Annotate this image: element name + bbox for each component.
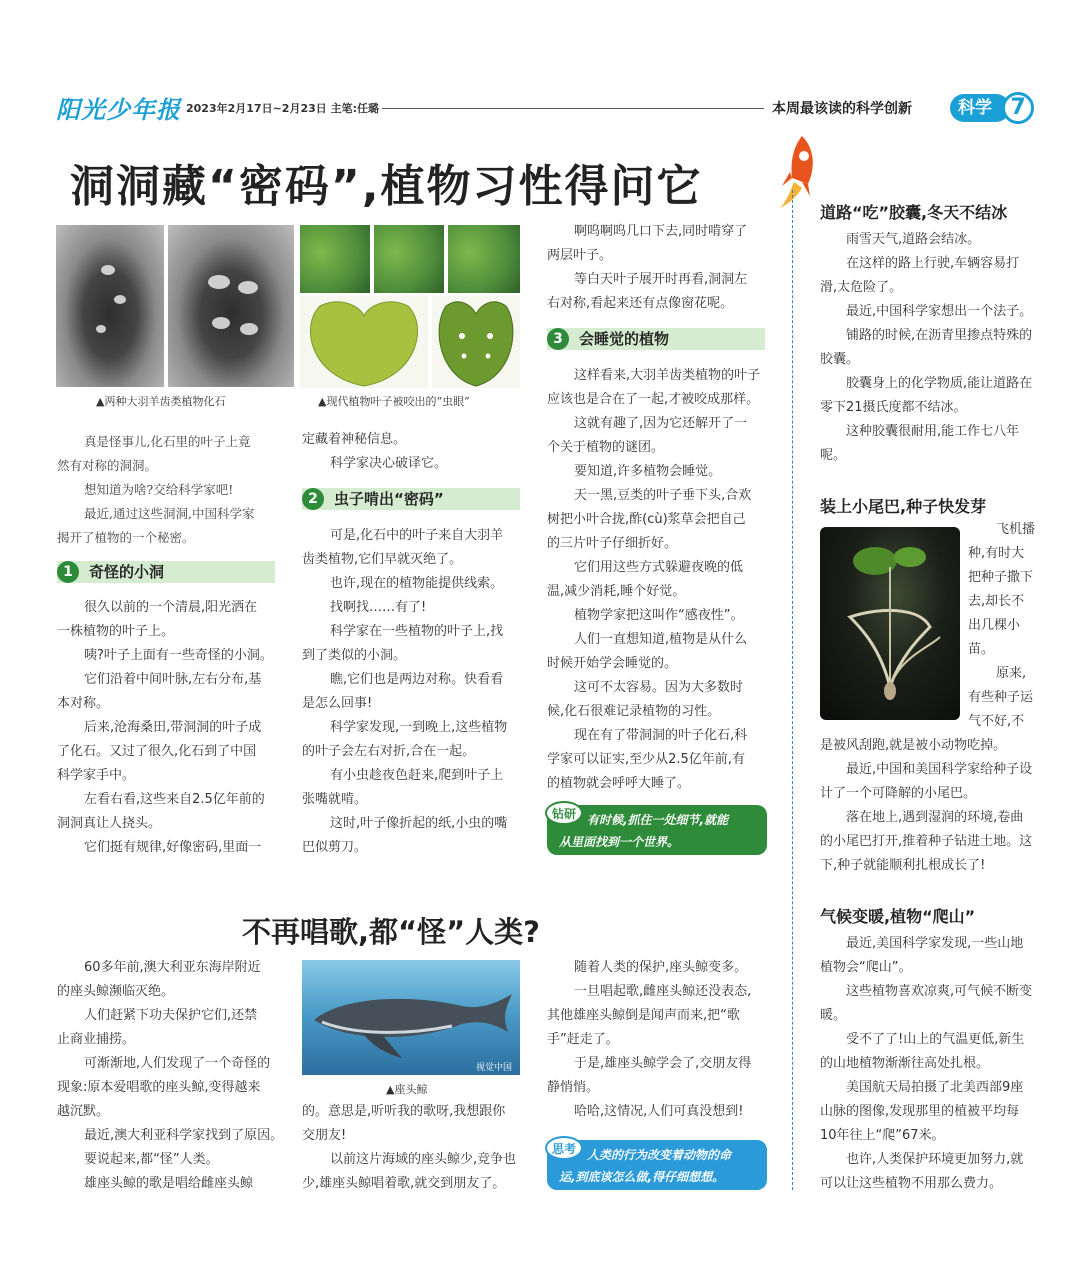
sidebar-line: 山脉的图像,发现那里的植被平均每 (820, 1104, 1020, 1119)
body-line: 要说起来,都“怪”人类。 (84, 1152, 219, 1167)
sidebar-line: 落在地上,遇到湿润的环境,卷曲 (846, 810, 1024, 825)
note-line: 从里面找到一个世界。 (559, 835, 680, 849)
whale-photo (302, 960, 520, 1075)
body-line: 本对称。 (57, 696, 110, 711)
section-tag (950, 92, 1038, 124)
body-line: 巴似剪刀。 (302, 840, 368, 855)
body-line: 可是,化石中的叶子来自大羽羊 (330, 528, 504, 543)
body-line: 一旦唱起歌,雌座头鲸还没表态, (574, 984, 752, 999)
fossil-caption: ▲两种大羽羊齿类植物化石 (96, 395, 226, 408)
sidebar-line: 种,有时大 (968, 546, 1025, 561)
note-line: 人类的行为改变着动物的命 (587, 1148, 732, 1162)
body-line: 以前这片海域的座头鲸少,竞争也 (330, 1152, 517, 1167)
body-line: 了化石。又过了很久,化石到了中国 (57, 744, 257, 759)
study-note-box (547, 805, 767, 855)
body-line: 这时,叶子像折起的纸,小虫的嘴 (330, 816, 508, 831)
body-line: 左看右看,这些来自2.5亿年前的 (84, 792, 265, 807)
body-line: 它们沿着中间叶脉,左右分布,基 (84, 672, 262, 687)
body-line: 等白天叶子展开时再看,洞洞左 (574, 272, 748, 287)
body-line: 最近,澳大利亚科学家找到了原因。 (84, 1128, 284, 1143)
body-line: 的植物就会呼呼大睡了。 (547, 776, 691, 791)
body-line: 这就有趣了,因为它还解开了一 (574, 416, 748, 431)
section-label: 科学 (950, 94, 1010, 122)
sidebar-line: 最近,美国科学家发现,一些山地 (846, 936, 1024, 951)
section-title: 会睡觉的植物 (579, 330, 670, 348)
body-line: 科学家决心破译它。 (330, 456, 448, 471)
body-line: 候,化石很难记录植物的习性。 (547, 704, 721, 719)
sidebar-line: 10年往上“爬”67米。 (820, 1128, 945, 1143)
body-line: 找啊找……有了! (330, 600, 427, 615)
body-line: 植物学家把这叫作“感夜性”。 (574, 608, 744, 623)
newspaper-masthead: 阳光少年报 (56, 96, 181, 124)
sidebar-line: 零下21摄氏度都不结冰。 (820, 400, 967, 415)
body-line: 定藏着神秘信息。 (302, 432, 407, 447)
leaf-photo-5 (432, 296, 520, 388)
intro-line: 想知道为啥?交给科学家吧! (84, 482, 234, 497)
sidebar-line: 暖。 (820, 1008, 847, 1023)
column-divider (792, 190, 793, 1190)
leaf-photo-4 (300, 296, 428, 388)
section-number: 1 (57, 561, 79, 583)
section-number: 2 (302, 488, 324, 510)
sidebar-line: 雨雪天气,道路会结冰。 (846, 232, 981, 247)
body-line: 树把小叶合拢,酢(cù)浆草会把自己 (547, 512, 746, 527)
body-line: 天一黑,豆类的叶子垂下头,合欢 (574, 488, 752, 503)
sidebar-line: 计了一个可降解的小尾巴。 (820, 786, 977, 801)
body-line: 到了类似的小洞。 (302, 648, 407, 663)
sidebar-line: 植物会“爬山”。 (820, 960, 912, 975)
body-line: 其他雄座头鲸倒是闻声而来,把“歌 (547, 1008, 740, 1023)
sidebar-line: 这些植物喜欢凉爽,可气候不断变 (846, 984, 1033, 999)
section-heading-1 (57, 561, 275, 583)
body-line: 可渐渐地,人们发现了一个奇怪的 (84, 1056, 271, 1071)
body-line: 科学家手中。 (57, 768, 136, 783)
sidebar-line: 受不了了!山上的气温更低,新生 (846, 1032, 1025, 1047)
body-line: 后来,沧海桑田,带洞洞的叶子成 (84, 720, 262, 735)
sidebar-line: 滑,太危险了。 (820, 280, 903, 295)
photo-credit: 视觉中国 (476, 1063, 513, 1073)
body-line: 于是,雄座头鲸学会了,交朋友得 (574, 1056, 752, 1071)
body-line: 应该也是合在了一起,才被咬成那样。 (547, 392, 760, 407)
sidebar-headline: 道路“吃”胶囊,冬天不结冰 (820, 203, 1008, 222)
body-line: 哈哈,这情况,人们可真没想到! (574, 1104, 744, 1119)
body-line: 现象:原本爱唱歌的座头鲸,变得越来 (57, 1080, 261, 1095)
think-note-box (547, 1140, 767, 1190)
body-line: 科学家在一些植物的叶子上,找 (330, 624, 504, 639)
body-line: 这样看来,大羽羊齿类植物的叶子 (574, 368, 761, 383)
sidebar-line: 美国航天局拍摄了北美西部9座 (846, 1080, 1024, 1095)
whale-caption: ▲座头鲸 (386, 1083, 428, 1096)
whale-headline: 不再唱歌,都“怪”人类? (242, 915, 540, 949)
body-line: 它们用这些方式躲避夜晚的低 (574, 560, 744, 575)
body-line: 时候开始学会睡觉的。 (547, 656, 678, 671)
seed-photo (820, 527, 960, 720)
fossil-photo-2 (168, 225, 294, 387)
fossil-photo-1 (56, 225, 164, 387)
issue-dateline: 2023年2月17日~2月23日 主笔:任璐 (186, 102, 379, 115)
body-line: 张嘴就啃。 (302, 792, 368, 807)
body-line: 止商业捕捞。 (57, 1032, 136, 1047)
body-line: 静悄悄。 (547, 1080, 600, 1095)
body-line: 的三片叶子仔细折好。 (547, 536, 678, 551)
rocket-icon (772, 132, 822, 212)
sidebar-line: 气不好,不 (968, 714, 1025, 729)
sidebar-line: 胶囊。 (820, 352, 860, 367)
page-tagline: 本周最该读的科学创新 (772, 101, 912, 117)
section-heading-2 (302, 488, 520, 510)
body-line: 要知道,许多植物会睡觉。 (574, 464, 722, 479)
sidebar-line: 胶囊身上的化学物质,能让道路在 (846, 376, 1033, 391)
body-line: 很久以前的一个清晨,阳光洒在 (84, 600, 258, 615)
body-line: 有小虫趁夜色赶来,爬到叶子上 (330, 768, 504, 783)
body-line: 60多年前,澳大利亚东海岸附近 (84, 960, 261, 975)
section-heading-3 (547, 328, 765, 350)
body-line: 是怎么回事! (302, 696, 373, 711)
intro-line: 最近,通过这些洞洞,中国科学家 (84, 506, 255, 521)
sidebar-line: 原来, (996, 666, 1027, 681)
body-line: 温,减少消耗,睡个好觉。 (547, 584, 686, 599)
body-line: 这可不太容易。因为大多数时 (574, 680, 744, 695)
body-line: 学家可以证实,至少从2.5亿年前,有 (547, 752, 745, 767)
body-line: 交朋友! (302, 1128, 347, 1143)
sidebar-line: 这种胶囊很耐用,能工作七八年 (846, 424, 1020, 439)
section-number: 3 (547, 328, 569, 350)
header-rule (382, 108, 764, 109)
body-line: 洞洞真让人挠头。 (57, 816, 162, 831)
leaves-caption: ▲现代植物叶子被咬出的“虫眼” (318, 395, 470, 408)
main-headline: 洞洞藏“密码”,植物习性得问它 (70, 161, 703, 212)
note-badge: 思考 (545, 1136, 583, 1160)
sidebar-line: 最近,中国科学家想出一个法子。 (846, 304, 1033, 319)
body-line: 一株植物的叶子上。 (57, 624, 175, 639)
body-line: 的座头鲸濒临灭绝。 (57, 984, 175, 999)
body-line: 人们赶紧下功夫保护它们,还禁 (84, 1008, 258, 1023)
sidebar-line: 把种子撒下 (968, 570, 1034, 585)
body-line: 手”赶走了。 (547, 1032, 619, 1047)
body-line: 个关于植物的谜团。 (547, 440, 665, 455)
sidebar-line: 飞机播 (996, 522, 1036, 537)
sidebar-line: 苗。 (968, 642, 995, 657)
body-line: 越沉默。 (57, 1104, 110, 1119)
sidebar-line: 铺路的时候,在沥青里掺点特殊的 (846, 328, 1033, 343)
leaf-photo-2 (374, 225, 444, 293)
note-line: 运,到底该怎么做,得仔细想想。 (559, 1170, 725, 1184)
body-line: 现在有了带洞洞的叶子化石,科 (574, 728, 748, 743)
sidebar-line: 在这样的路上行驶,车辆容易打 (846, 256, 1020, 271)
intro-line: 然有对称的洞洞。 (57, 458, 158, 473)
body-line: 的。意思是,听听我的歌呀,我想跟你 (302, 1104, 506, 1119)
sidebar-line: 出几棵小 (968, 618, 1021, 633)
intro-line: 揭开了植物的一个秘密。 (57, 530, 195, 545)
sidebar-line: 是被风刮跑,就是被小动物吃掉。 (820, 738, 1007, 753)
body-line: 少,雄座头鲸唱着歌,就交到朋友了。 (302, 1176, 506, 1191)
sidebar-line: 最近,中国和美国科学家给种子设 (846, 762, 1033, 777)
sidebar-headline: 装上小尾巴,种子快发芽 (820, 497, 987, 516)
section-title: 奇怪的小洞 (89, 563, 165, 581)
sidebar-line: 的小尾巴打开,推着种子钻进土地。这 (820, 834, 1033, 849)
body-line: 啊呜啊呜几口下去,同时啃穿了 (574, 224, 748, 239)
sidebar-line: 呢。 (820, 448, 847, 463)
body-line: 也许,现在的植物能提供线索。 (330, 576, 504, 591)
body-line: 它们挺有规律,好像密码,里面一 (84, 840, 262, 855)
note-badge: 钻研 (545, 801, 583, 825)
sidebar-line: 下,种子就能顺利扎根成长了! (820, 858, 986, 873)
sidebar-line: 也许,人类保护环境更加努力,就 (846, 1152, 1024, 1167)
body-line: 科学家发现,一到晚上,这些植物 (330, 720, 508, 735)
body-line: 齿类植物,它们早就灭绝了。 (302, 552, 463, 567)
body-line: 的叶子会左右对折,合在一起。 (302, 744, 476, 759)
leaf-photo-3 (448, 225, 520, 293)
leaf-photo-1 (300, 225, 370, 293)
sidebar-headline: 气候变暖,植物“爬山” (820, 907, 976, 926)
note-line: 有时候,抓住一处细节,就能 (587, 813, 729, 827)
sidebar-line: 有些种子运 (968, 690, 1034, 705)
body-line: 人们一直想知道,植物是从什么 (574, 632, 748, 647)
body-line: 右对称,看起来还有点像窗花呢。 (547, 296, 734, 311)
sidebar-line: 的山地植物渐渐往高处扎根。 (820, 1056, 990, 1071)
page-number: 7 (1002, 92, 1034, 124)
sidebar-line: 去,却长不 (968, 594, 1025, 609)
body-line: 雄座头鲸的歌是唱给雌座头鲸 (84, 1176, 254, 1191)
intro-line: 真是怪事儿,化石里的叶子上竟 (84, 434, 251, 449)
sidebar-line: 可以让这些植物不用那么费力。 (820, 1176, 1003, 1191)
body-line: 两层叶子。 (547, 248, 613, 263)
body-line: 随着人类的保护,座头鲸变多。 (574, 960, 748, 975)
body-line: 咦?叶子上面有一些奇怪的小洞。 (84, 648, 273, 663)
body-line: 瞧,它们也是两边对称。快看看 (330, 672, 504, 687)
section-title: 虫子啃出“密码” (334, 490, 444, 508)
